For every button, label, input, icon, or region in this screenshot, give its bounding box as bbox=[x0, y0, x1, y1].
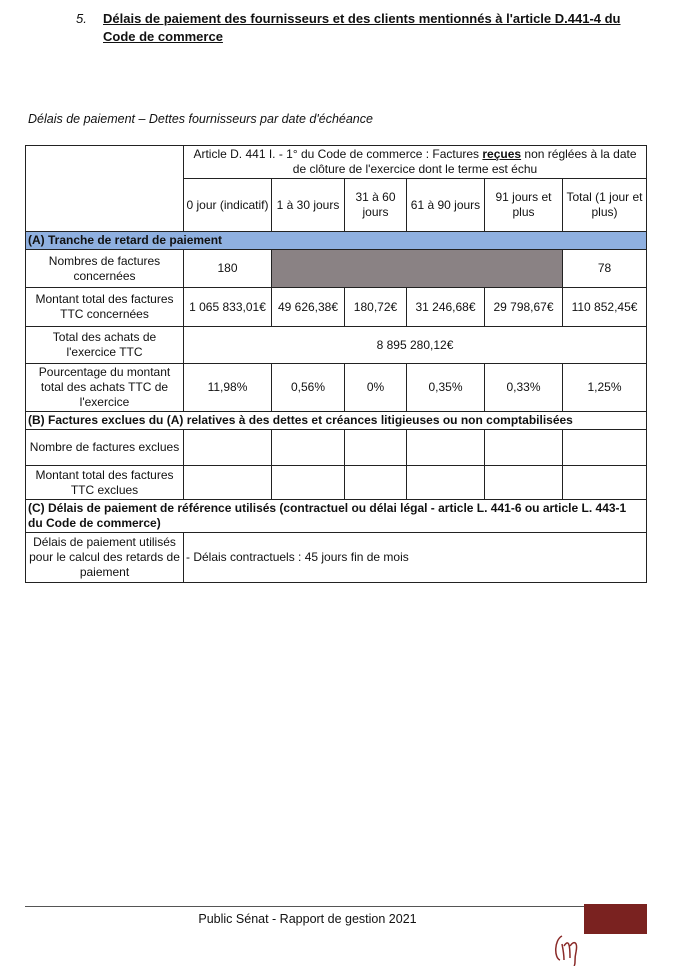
cell: 11,98% bbox=[184, 364, 272, 412]
payment-delays-table bbox=[25, 145, 647, 583]
section-number: 5. bbox=[76, 11, 87, 26]
cell: 180,72€ bbox=[345, 288, 407, 327]
signature-initials bbox=[552, 930, 592, 966]
cell: 49 626,38€ bbox=[272, 288, 345, 327]
col-header: 1 à 30 jours bbox=[272, 179, 345, 232]
cell: 1 065 833,01€ bbox=[184, 288, 272, 327]
section-c: (C) Délais de paiement de référence utilisés (contractuel ou délai légal - article L. 441-6 ou article L. 443-1 du Code de commerce) bbox=[26, 500, 647, 533]
col-header: 61 à 90 jours bbox=[407, 179, 485, 232]
row-label: Montant total des factures TTC concernées bbox=[26, 288, 184, 327]
cell: 29 798,67€ bbox=[485, 288, 563, 327]
col-header: 31 à 60 jours bbox=[345, 179, 407, 232]
row-label: Délais de paiement utilisés pour le calcul des retards de paiement bbox=[26, 533, 184, 583]
row-label: Montant total des factures TTC exclues bbox=[26, 466, 184, 500]
cell: 180 bbox=[184, 250, 272, 288]
row-label: Nombre de factures exclues bbox=[26, 430, 184, 466]
cell: 0,33% bbox=[485, 364, 563, 412]
cell: 110 852,45€ bbox=[563, 288, 647, 327]
cell: 8 895 280,12€ bbox=[184, 327, 647, 364]
section-b: (B) Factures exclues du (A) relatives à des dettes et créances litigieuses ou non comptabilisées bbox=[26, 412, 647, 430]
cell: 0,56% bbox=[272, 364, 345, 412]
greyed-cells bbox=[272, 250, 563, 288]
cell: 1,25% bbox=[563, 364, 647, 412]
cell: 0,35% bbox=[407, 364, 485, 412]
col-header: 91 jours et plus bbox=[485, 179, 563, 232]
footer: Public Sénat - Rapport de gestion 2021 bbox=[198, 912, 417, 926]
footer-rule bbox=[25, 906, 585, 907]
col-header: Total (1 jour et plus) bbox=[563, 179, 647, 232]
table-header: Article D. 441 I. - 1° du Code de commerce : Factures reçues non réglées à la date de clôture de l'exercice dont le terme est échu bbox=[184, 146, 647, 179]
section-heading bbox=[76, 10, 656, 46]
brand-mark bbox=[584, 904, 647, 934]
cell: - Délais contractuels : 45 jours fin de mois bbox=[184, 533, 647, 583]
row-label: Pourcentage du montant total des achats TTC de l'exercice bbox=[26, 364, 184, 412]
table-caption: Délais de paiement – Dettes fournisseurs par date d'échéance bbox=[28, 112, 373, 126]
row-label: Nombres de factures concernées bbox=[26, 250, 184, 288]
col-header: 0 jour (indicatif) bbox=[184, 179, 272, 232]
cell: 31 246,68€ bbox=[407, 288, 485, 327]
cell: 0% bbox=[345, 364, 407, 412]
row-label: Total des achats de l'exercice TTC bbox=[26, 327, 184, 364]
section-a: (A) Tranche de retard de paiement bbox=[26, 232, 647, 250]
section-title: Délais de paiement des fournisseurs et des clients mentionnés à l'article D.441-4 du Code de commerce bbox=[103, 11, 621, 44]
cell: 78 bbox=[563, 250, 647, 288]
empty-corner bbox=[26, 146, 184, 232]
